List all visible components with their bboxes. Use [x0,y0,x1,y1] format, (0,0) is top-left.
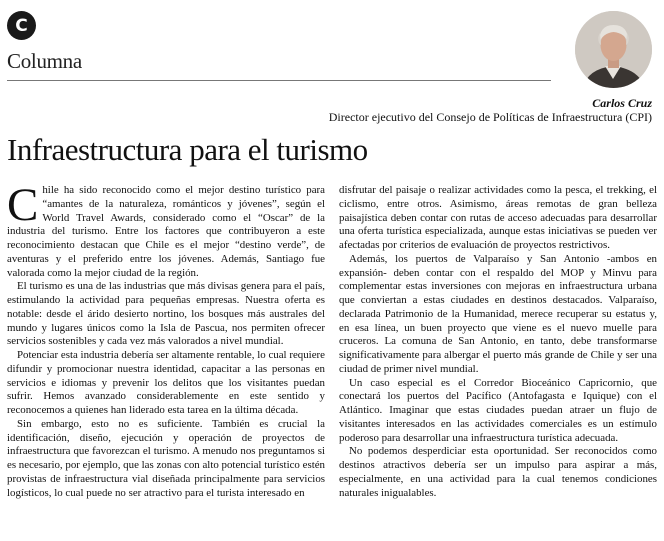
paragraph: Además, los puertos de Valparaíso y San Antonio -ambos en expansión- deben contar con el respaldo del MOP y Minvu para complementar estas inversiones con mejoras en infraestructura urbana que conviertan a estas ciudades en destinos destacados. Valparaíso, declarada Patrimonio de la Humanidad, merece recuperar su estatus y, en esa línea, un buen proyecto que viene es el nuevo muelle para cruceros. La comuna de San Antonio, en tanto, debe transformarse significativamente para albergar el puerto más grande de Chile y ser una ciudad de primer nivel mundial. [339,252,657,375]
article-column-1 [7,179,325,538]
author-name: Carlos Cruz [592,96,652,110]
paragraph: Sin embargo, esto no es suficiente. También es crucial la identificación, diseño, ejecución y operación de proyectos de infraestructura que favorezcan el turismo. A menudo nos preguntamos si es necesario, por ejemplo, que las zonas con alto potencial turístico estén provistas de infraestructura vial diseñada principalmente para servicios logísticos, lo cual puede no ser atractivo para el turista interesado en [7,417,325,499]
article-headline: Infraestructura para el turismo [7,132,368,167]
author-role: Director ejecutivo del Consejo de Políticas de Infraestructura (CPI) [328,110,652,124]
paragraph: disfrutar del paisaje o realizar actividades como la pesca, el trekking, el ciclismo, entre otros. Asimismo, áreas remotas de gran belleza paisajística deben contar con rutas de acceso adecuadas para desarrollar una oferta turística especializada, aunque estas iniciativas se pueden ver afectadas por criterios de evaluación de proyectos restrictivos. [339,184,657,251]
author-photo [575,11,652,88]
paragraph: El turismo es una de las industrias que más divisas genera para el país, estimulando la actividad para pequeñas empresas. Nuestra oferta es notable: desde el árido desierto nortino, los bosques más australes del mundo y lugares únicos como la Isla de Pascua, nos permiten ofrecer servicios sostenibles y cada vez más valorados a nivel mundial. [7,280,325,348]
column-badge: C [7,11,36,40]
paragraph: Chile ha sido reconocido como el mejor destino turístico para “amantes de la naturaleza, románticos y jóvenes”, según el World Travel Awards, considerado como el “Oscar” de la industria del turismo. Entre los factores que contribuyeron a este reconocimiento destacan que Chile es el mejor “destino verde”, de aventuras y el preferido entre los jóvenes. Además, Santiago fue valorada como la mejor ciudad de la región. [7,179,325,279]
header-divider [7,80,551,81]
paragraph: No podemos desperdiciar esta oportunidad. Ser reconocidos como destinos atractivos debería ser un impulso para aspirar a más, especialmente, en una actividad para la cual tenemos condiciones naturales inigualables. [339,445,657,499]
article-body [7,179,657,538]
paragraph: Un caso especial es el Corredor Bioceánico Capricornio, que conectará los puertos del Pacífico (Antofagasta e Iquique) con el Atlántico. Imaginar que estas ciudades puedan atraer un flujo de visitantes interesados en las actividades comerciales es un estímulo poderoso para desarrollar una infraestructura turística adecuada. [339,376,657,444]
article-column-2 [339,184,657,538]
section-label: Columna [7,49,82,73]
author-portrait-icon [575,11,652,88]
drop-cap: C [7,179,39,231]
paragraph: Potenciar esta industria debería ser altamente rentable, lo cual requiere difundir y promocionar nuestra identidad, capacitar a las personas en servicios e idiomas y prevenir los delitos que los visitantes puedan sufrir. Hemos avanzado considerablemente en este sentido y reconocemos a quienes han liderado esta tarea en la última década. [7,349,325,416]
